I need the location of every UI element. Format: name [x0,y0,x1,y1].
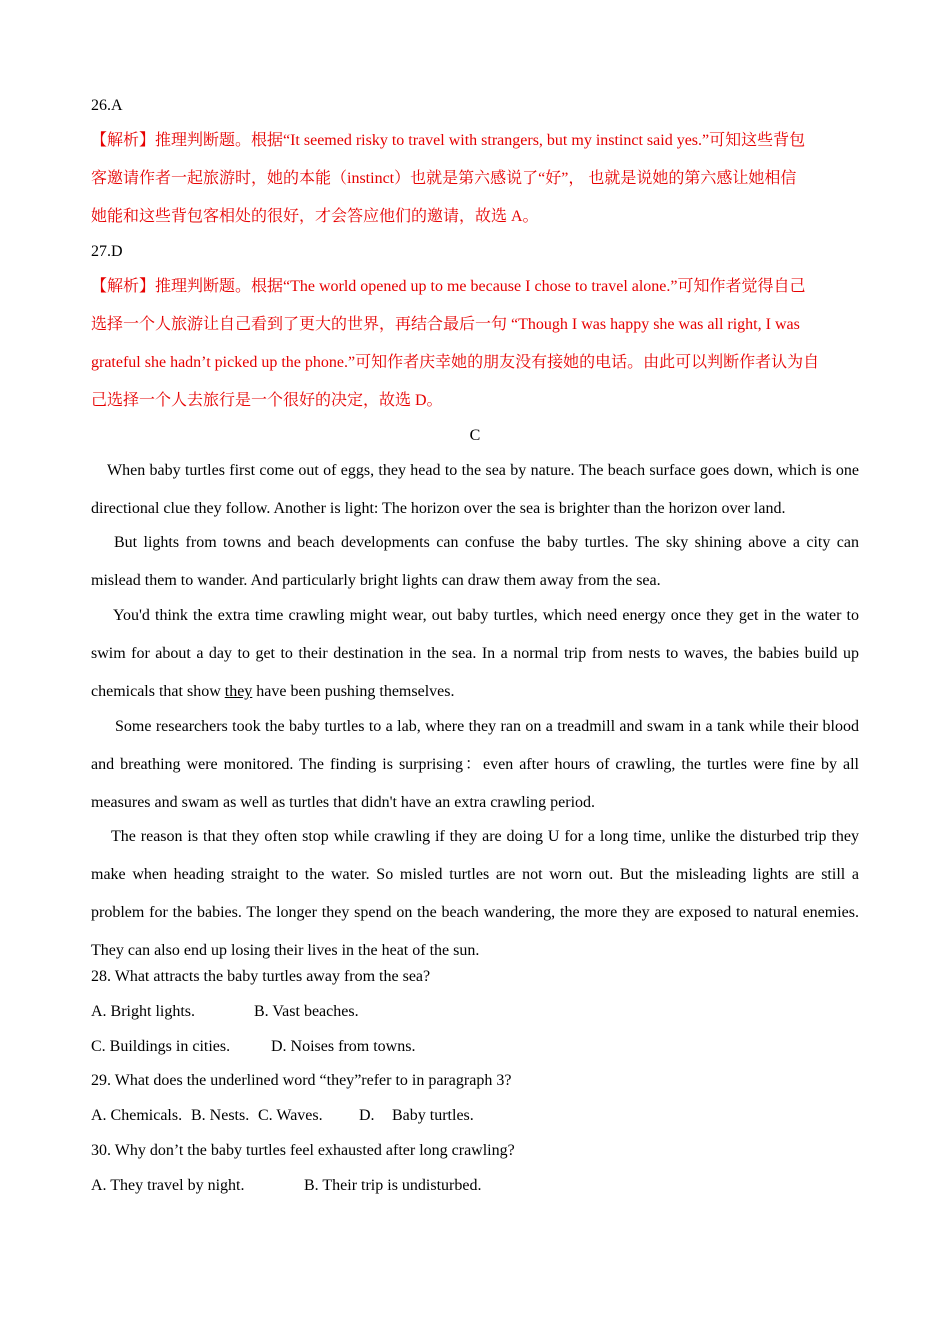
paragraph-3-text: You'd think the extra time crawling might wear, out baby turtles, which need energy once they get in the water to swim for about a day to get to their destination in the sea. In a normal trip from nests to waves, the babies build up chemicals that show [91,607,859,700]
analysis-line: 她能和这些背包客相处的很好，才会答应他们的邀请，故选 A。 [91,208,539,225]
section-title: C [469,427,481,444]
underlined-word: they [224,683,253,700]
option-d-text: Baby turtles. [392,1107,474,1125]
paragraph-3-text-end: have been pushing themselves. [252,683,455,700]
reading-passage [91,452,859,970]
passage-paragraph-3 [91,597,859,711]
passage-paragraph-5: The reason is that they often stop while crawling if they are doing U for a long time, unlike the disturbed trip they make when heading straight to the water. So misled turtles are not worn out. But the misleading lights are still a problem for the babies. The longer they spend on the beach wandering, the more they are exposed to natural enemies. They can also end up losing their lives in the heat of the sun. [91,828,859,959]
option-d: D. [359,1107,375,1125]
option-c: C. Buildings in cities. [91,1037,231,1055]
question-29-options-row [91,1106,859,1141]
answer-27-analysis [91,277,859,426]
option-d: D. Noises from towns. [271,1037,416,1055]
option-b: B. Nests. [191,1107,250,1125]
option-a: A. Bright lights. [91,1002,196,1020]
question-29-stem: 29. What does the underlined word “they”refer to in paragraph 3? [91,1072,512,1090]
analysis-line: 选择一个人旅游让自己看到了更大的世界，再结合最后一句 “Though I was happy she was all right, I was [91,316,800,333]
passage-paragraph-1: When baby turtles first come out of eggs, they head to the sea by nature. The beach surface goes down, which is one directional clue they follow. Another is light: The horizon over the sea is brighter than the horizon over land. [91,462,859,517]
question-list [91,967,859,1211]
question-28-stem: 28. What attracts the baby turtles away from the sea? [91,968,431,985]
passage-paragraph-2: But lights from towns and beach developments can confuse the baby turtles. The sky shining above a city can mislead them to wander. And particularly bright lights can draw them away from the sea. [91,534,859,589]
question-28-options-row-2 [91,1037,859,1072]
question-30-options-row-1 [91,1176,859,1211]
option-c: C. Waves. [258,1107,323,1125]
question-28-options-row-1 [91,1002,859,1037]
analysis-line: 己选择一个人去旅行是一个很好的决定，故选 D。 [91,392,443,409]
option-a: A. They travel by night. [91,1176,245,1194]
passage-paragraph-4: Some researchers took the baby turtles to a lab, where they ran on a treadmill and swam in a tank while their blood and breathing were monitored. The finding is surprising：even after hours of crawling, the turtles were fine by all measures and swam as well as turtles that didn't have an extra crawling period. [91,718,859,811]
analysis-line: 【解析】推理判断题。根据“The world opened up to me because I chose to travel alone.”可知作者觉得自己 [91,278,806,295]
analysis-line: 【解析】推理判断题。根据“It seemed risky to travel with strangers, but my instinct said yes.”可知这些背包 [91,132,806,149]
answer-26-number: 26.A [91,97,123,114]
option-b: B. Their trip is undisturbed. [304,1176,482,1194]
option-a: A. Chemicals. [91,1107,183,1125]
document-page [91,96,859,1211]
analysis-line: 客邀请作者一起旅游时，她的本能（instinct）也就是第六感说了“好”， 也就是说她的第六感让她相信 [91,170,797,187]
answer-26-analysis [91,131,859,242]
question-30-stem: 30. Why don’t the baby turtles feel exhausted after long crawling? [91,1141,515,1159]
analysis-line: grateful she hadn’t picked up the phone.”可知作者庆幸她的朋友没有接她的电话。由此可以判断作者认为自 [91,354,820,371]
answer-27-number: 27.D [91,243,123,260]
option-b: B. Vast beaches. [254,1002,359,1020]
